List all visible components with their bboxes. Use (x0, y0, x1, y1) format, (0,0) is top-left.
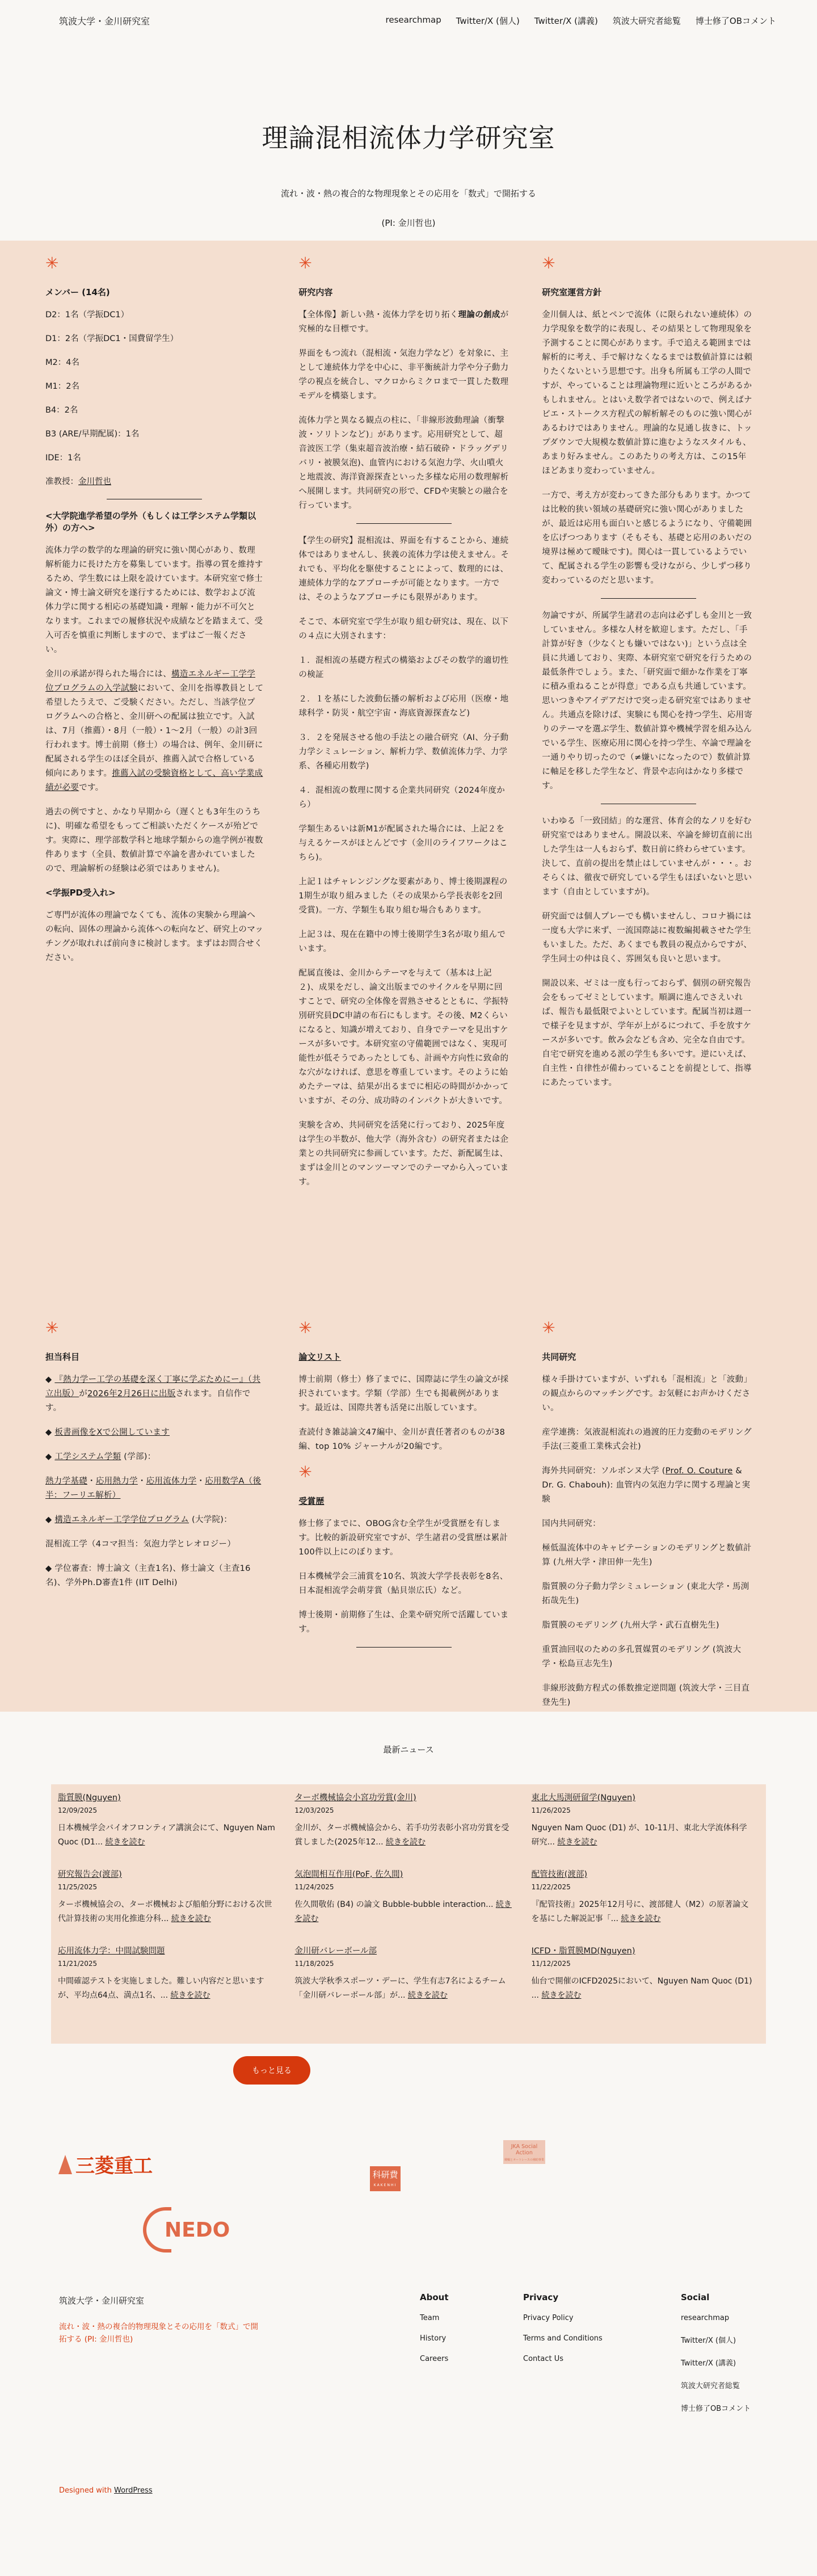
applicants-title: <大学院進学希望の学外（もしくは工学システム学類以外）の方へ> (45, 511, 256, 533)
footer-privacy-column (523, 2292, 603, 2375)
read-more-link[interactable]: 続きを読む (386, 1838, 426, 1847)
news-excerpt (532, 1821, 753, 1850)
asterisk-icon: ✳ (45, 1318, 59, 1337)
members-title: メンバー (14名) (45, 287, 110, 297)
collab-overseas (542, 1464, 755, 1507)
research-paragraph: 流体力学と異なる観点の柱に、「非線形波動理論（衝撃波・ソリトンなど)」があります。応用研究として、超音波医工学（集束超音波治療・結石破砕・ドラッグデリバリ・被膜気泡)、血管内における気泡力学、火山噴火と地震波、海洋資源探査といった多様な応用の数理解析へ展開します。共同研究の形で、CFDや実験との融合を行っています。 (298, 416, 509, 510)
professor-link[interactable]: 金川哲也 (78, 477, 111, 486)
awards-title-link[interactable]: 受賞歴 (298, 1496, 325, 1506)
research-overview (298, 308, 509, 337)
diamond-bullet-icon: ◆ (45, 1375, 52, 1384)
text: です。 (79, 783, 104, 792)
collab-domestic-item: 脂質膜のモデリング (九州大学・武石直樹先生) (542, 1621, 719, 1630)
text: Nguyen Nam Quoc (D1) が、10-11月、東北大学流体科学研究... (531, 1823, 747, 1847)
text: 日本機械学会バイオフロンティア講演会にて、Nguyen Nam Quoc (D1... (58, 1823, 275, 1847)
degree-review: ◆ 学位審査：博士論文（主査1名)、修士論文（主査16名)、学外Ph.D審査1件 (IIT Delhi) (45, 1564, 251, 1587)
book-announcement (45, 1373, 263, 1415)
more-news-button[interactable]: もっと見る (233, 2056, 310, 2085)
research-paragraph: 配属直後は、金川からテーマを与えて（基本は上記２)、成果をだし、論文出版までのサイクルを早期に回すことで、研究の全体像を習熟させるとともに、学振特別研究員DC申請の布石にもします。その後、M2くらいになると、知識が増えており、自身でテーマを見出すケースが多いです。本研究室の守備範囲ではなく、実現可能性が低そうであったとしても、計画や方向性に致命的な穴がなければ、意思を尊重しています。そのように始めたテーマは、結果が出るまでに相応の時間がかかっていますが、その分、成功時のインパクトが大きいです。 (298, 969, 509, 1106)
footer-tagline: 流れ・波・熱の複合的物理現象とその応用を「数式」で開拓する (PI: 金川哲也) (59, 2322, 258, 2344)
news-title-link[interactable]: ICFD・脂質膜MD(Nguyen) (531, 1947, 635, 1956)
news-item (58, 1791, 285, 1856)
footer-link-careers[interactable]: Careers (420, 2355, 449, 2363)
news-date: 11/22/2025 (531, 1883, 571, 1891)
couture-link[interactable]: Prof. O. Couture (665, 1466, 733, 1476)
text: 金川の承諾が得られた場合には、 (45, 670, 171, 679)
course-link[interactable]: 応用熱力学 (95, 1477, 138, 1486)
papers-awards-column (290, 1317, 526, 1720)
text: 【全体像】新しい熱・流体力学を切り拓く (298, 310, 458, 320)
courses-title: 担当科目 (45, 1352, 80, 1362)
news-excerpt (294, 1898, 516, 1926)
x-board-images (45, 1426, 263, 1440)
collab-domestic-label: 国内共同研究： (542, 1519, 601, 1528)
awards-paragraph: 日本機械学会三浦賞を10名、筑波大学学長表彰を8名、日本混相流学会萌芽賞（鮎貝崇広氏）など。 (298, 1572, 508, 1595)
research-paragraph: 実験を含め、共同研究を活発に行っており、2025年度は学生の半数が、他大学（海外含む）の研究者または企業との共同研究に参画しています。ただ、新配属生は、まずは金川とのマンツーマンでのテーマから入っています。 (298, 1121, 509, 1187)
page-title: 理論混相流体力学研究室 (262, 123, 555, 153)
news-item (532, 1791, 759, 1856)
divider (356, 523, 452, 524)
footer-about-column (420, 2292, 449, 2375)
research-item: １．混相流の基礎方程式の構築およびその数学的適切性の検証 (298, 656, 509, 679)
policy-column (536, 252, 772, 1200)
collab-domestic-item: 重質油回収のための多孔質媒質のモデリング (筑波大学・松島亘志先生) (542, 1645, 742, 1669)
awards-paragraph: 博士後期・前期修了生は、企業や研究所で活躍しています。 (298, 1611, 509, 1634)
diamond-bullet-icon: ◆ (45, 1452, 52, 1461)
applicants-paragraph-2 (45, 667, 263, 795)
jka-sub-text: 競輪とオートレースの補助事業 (504, 2158, 544, 2162)
footer-link-terms[interactable]: Terms and Conditions (523, 2334, 603, 2343)
research-paragraph: 上記３は、現在在籍中の博士後期学生3名が取り組んでいます。 (298, 930, 506, 953)
collab-domestic-item: 非線形波動方程式の係数推定逆問題 (筑波大学・三目直登先生) (542, 1684, 750, 1707)
research-paragraph: 学類生あるいは新M1が配属された場合には、上記２を与えるケースがほとんどです（金川のライフワークはこちら)。 (298, 825, 508, 862)
news-date: 12/09/2025 (58, 1806, 98, 1814)
text: が (79, 1389, 88, 1398)
news-item (58, 1868, 285, 1933)
research-item: ３．２を発展させる他の手法との融合研究（AI、分子動力学シミュレーション、解析力学、数値流体力学、力学系、各種応用数学) (298, 733, 509, 771)
asterisk-icon: ✳ (298, 1463, 312, 1481)
collab-intro: 様々手掛けていますが、いずれも「混相流」と「波動」の観点からのマッチングです。お気軽にお声かけください。 (542, 1375, 752, 1413)
footer-link-ob-comments[interactable]: 博士修了OBコメント (681, 2405, 751, 2413)
news-title-link[interactable]: 研究報告会(渡部) (58, 1870, 122, 1879)
policy-paragraph: 開設以来、ゼミは一度も行っておらず、個別の研究報告会をもってゼミとしています。順調に進んでさえいれば、報告も最低限でよいとしています。配属当初は週一で様子を見ますが、学年が上がるにつれて、手を放すケースが多いです。飲み会なども含め、完全な自由です。自宅で研究を進める派の学生も多いです。逆にいえば、自主性・自律性が備わっていることを前提として、指導にあたっています。 (542, 979, 752, 1087)
nav-researchmap[interactable]: researchmap (385, 14, 441, 25)
news-heading: 最新ニュース (383, 1745, 434, 1755)
footer-credit (59, 2486, 153, 2495)
footer-privacy-heading: Privacy (523, 2292, 559, 2302)
nav-ob-comments[interactable]: 博士修了OBコメント (695, 15, 776, 26)
news-title-link[interactable]: ターボ機械協会小宮功労賞(金川) (294, 1793, 416, 1802)
footer-link-researcher-db[interactable]: 筑波大研究者総覧 (681, 2382, 740, 2390)
diamond-bullet-icon: ◆ (45, 1428, 52, 1437)
text: が究極的な目標です。 (298, 310, 509, 334)
kakenhi-logo[interactable] (370, 2166, 401, 2191)
undergrad-program-link[interactable]: 工学システム学類 (54, 1452, 121, 1461)
text: 『配管技術』2025年12月号に、渡部健人（M2）の原著論文を基にした解説記事「... (531, 1900, 749, 1923)
news-excerpt (532, 1898, 753, 1926)
collab-domestic-item: 極低温流体中のキャビテーションのモデリングと数値計算 (九州大学・津田伸一先生) (542, 1544, 752, 1567)
news-excerpt (58, 1821, 280, 1850)
x-board-link[interactable]: 板書画像をXで公開しています (54, 1428, 170, 1437)
text: 佐久間敬佑 (B4) の論文 Bubble-bubble interaction... (294, 1900, 496, 1909)
news-date: 12/03/2025 (294, 1806, 334, 1814)
nav-twitter-lecture[interactable]: Twitter/X (講義) (534, 15, 598, 26)
jka-main-text: JKA Social Action (511, 2144, 538, 2156)
footer-social-column (681, 2292, 751, 2425)
research-paragraph: 【学生の研究】混相流は、界面を有することから、連続体ではありませんし、狭義の流体力学は使えません。それでも、平均化を駆使することによって、数理的には、連続体力学的なアプローチが可能となります。一方では、そのようなアプローチにも限界があります。 (298, 536, 509, 602)
research-item: ４．混相流の数理に関する企業共同研究（2024年度から） (298, 786, 506, 809)
research-paragraph: 界面をもつ流れ（混相流・気泡力学など）を対象に、主として連続体力学を中心に、非平衡統計力学や分子動力学の視点を統合し、マクロからミクロまで一貫した数理モデルを構築します。 (298, 349, 509, 401)
site-title-link[interactable]: 筑波大学・金川研究室 (59, 15, 150, 27)
book-link[interactable]: 『熱力学ー工学の基礎を深く丁寧に学ぶためにー』（共立出版） (45, 1375, 261, 1398)
policy-paragraph: いわゆる「一致団結」的な運営、体育会的なノリを好む研究室ではありません。開設以来、卒論を締切直前に出した学生は一人もおらず、数日前に終わらせています。決して、直前の提出を禁止はしていませんが・・・。おそらくは、徹夜で研究している学生もほぼいないと思います（自由としていますが)。 (542, 817, 753, 897)
read-more-link[interactable]: 続きを読む (621, 1914, 661, 1923)
undergrad-courses: 熱力学基礎・応用熱力学・応用流体力学・応用数学A（後半：フーリエ解析） (45, 1477, 262, 1500)
nav-twitter-personal[interactable]: Twitter/X (個人) (456, 15, 520, 26)
divider (601, 598, 696, 599)
papers-paragraph: 博士前期（修士）修了までに、国際誌に学生の論文が採択されています。学類（学部）生でも掲載例があります。最近は、国際共著も活発に出版しています。 (298, 1375, 509, 1413)
member-line: D2：1名（学振DC1） (45, 310, 129, 320)
news-excerpt (532, 1974, 753, 2003)
papers-title-link[interactable]: 論文リスト (298, 1352, 342, 1362)
grad-program-link[interactable]: 構造エネルギー工学学位プログラム (54, 1515, 189, 1524)
applicants-paragraph-1: 流体力学の数学的な理論的研究に強い関心があり、数理解析能力に長けた方を募集しています。指導の質を維持するため、学生数には上限を設けています。本研究室で修士論文・博士論文研究を遂行するためには、数学および流体力学に関する相応の基礎知識・理解・能力が不可欠となります。これまでの履修状況や成績などを踏まえて、受入可否を慎重に判断しますので、まずはご一報ください。 (45, 546, 263, 654)
read-more-link[interactable]: 続きを読む (557, 1838, 597, 1847)
nedo-logo-text: NEDO (165, 2218, 230, 2242)
applicants-paragraph-3: 過去の例ですと、かなり早期から（遅くとも3年生のうちに)、明確な希望をもってご相談いただくケースが殆どです。実際に、理学部数学科と地球学類からの進学例が複数件あります（全員、数値計算で卒論を書かれていましたので、理論解析の経験は必須ではありません)。 (45, 808, 263, 873)
professor-label: 准教授： (45, 477, 78, 486)
text: (大学院)： (189, 1515, 233, 1524)
degree-program-exam-link[interactable]: 構造エネルギー工学学位プログラムの入学試験 (45, 670, 255, 693)
book-date-link[interactable]: 2026年2月26日に出版 (87, 1389, 176, 1398)
news-date: 11/21/2025 (58, 1960, 98, 1968)
news-item (58, 1944, 285, 2010)
news-title-link[interactable]: 気泡間相互作用(PoF, 佐久間) (294, 1870, 403, 1879)
details-section (0, 1308, 817, 1712)
grad-line (45, 1513, 263, 1527)
awards-paragraph: 修士修了までに、OBOG含む全学生が受賞歴を有します。比較的新設研究室ですが、学生諸君の受賞歴は累計100件以上にのぼります。 (298, 1519, 508, 1557)
footer-link-privacy-policy[interactable]: Privacy Policy (523, 2314, 574, 2322)
footer-social-heading: Social (681, 2292, 710, 2302)
pd-title: <学振PD受入れ> (45, 888, 116, 898)
news-date: 11/12/2025 (531, 1960, 571, 1968)
hero-tagline: 流れ・波・熱の複合的な物理現象とその応用を「数式」で開拓する (280, 188, 536, 199)
text: ターボ機械協会の、ターボ機械および船舶分野における次世代計算技術の実用化推進分科... (58, 1900, 272, 1923)
news-date: 11/26/2025 (531, 1806, 571, 1814)
asterisk-icon: ✳ (45, 254, 59, 272)
footer-about-heading: About (420, 2292, 449, 2302)
hero-pi: (PI: 金川哲也) (381, 218, 436, 228)
footer-brand-link[interactable]: 筑波大学・金川研究室 (59, 2296, 145, 2306)
news-grid (51, 1784, 766, 2044)
read-more-link[interactable]: 続きを読む (294, 1900, 512, 1923)
footer-link-history[interactable]: History (420, 2334, 447, 2343)
member-line: B3 (ARE/早期配属)：1名 (45, 430, 140, 439)
collab-industry: 産学連携：気液混相流れの過渡的圧力変動のモデリング手法(三菱重工業株式会社) (542, 1428, 752, 1451)
news-item (532, 1944, 759, 2010)
footer-link-researchmap[interactable]: researchmap (681, 2314, 730, 2322)
courses-column (45, 1317, 280, 1720)
mhi-logo-text: 三菱重工 (75, 2155, 153, 2178)
course-link[interactable]: 応用流体力学 (146, 1477, 197, 1486)
asterisk-icon: ✳ (298, 254, 312, 272)
wordpress-link[interactable]: WordPress (113, 2486, 153, 2495)
text: 金川が、ターボ機械協会から、若手功労表彰小宮功労賞を受賞しました(2025年12... (294, 1823, 509, 1847)
policy-paragraph: 一方で、考え方が変わってきた部分もあります。かつては比較的狭い領域の基礎研究に強い関心がありましたが、最近は応用も面白いと感じるようになり、守備範囲を広げつつあります（そもそも、基礎と応用のあいだの境界は極めて曖昧です)。関心は一貫しているようでいて、配属される学生の影響も受けながら、少しずつ移り変わっているのだと思います。 (542, 491, 752, 585)
research-paragraph: 上記１はチャレンジングな要素があり、博士後期課程の1期生が取り組みました（その成果から学長表彰を2回受賞)。一方、学類生も取り組む場合もあります。 (298, 877, 508, 915)
text: 海外共同研究：ソルボンヌ大学 ( (542, 1466, 666, 1476)
mhi-logo[interactable] (58, 2150, 153, 2178)
policy-paragraph: 勿論ですが、所属学生諸君の志向は必ずしも金川と一致していません。多様な人材を歓迎します。ただし、「手計算が好き（少なくとも嫌いではない)」という点は全員に共通しており、実際、本研究室で研究を行うための最低条件でしょう。また、「研究面で細かな作業を丁寧に積み重ねることが得意」である点も共通しています。思いつきやアイデアだけで突っ走る研究室ではありません。共通点を除けば、実験にも関心を持つ学生、応用寄りのテーマを選ぶ学生、数値計算や機械学習を組み込んでいる学生、医療応用に関心を持つ学生、卒論で理論を一通りやり切ったので（≠嫌いになったので）数値計算に軸足を移した学生など、背景や志向はかなり多様です。 (542, 611, 753, 791)
research-title: 研究内容 (298, 287, 333, 297)
member-line: B4：2名 (45, 406, 78, 415)
news-item (532, 1868, 759, 1933)
nav-researcher-db[interactable]: 筑波大研究者総覧 (612, 15, 681, 26)
collab-title: 共同研究 (542, 1352, 576, 1362)
news-title-link[interactable]: 脂質膜(Nguyen) (58, 1793, 121, 1802)
grad-course: 混相流工学（4コマ担当：気泡力学とレオロジー） (45, 1540, 236, 1549)
news-item (294, 1791, 522, 1856)
main-nav (386, 15, 777, 27)
news-date: 11/24/2025 (294, 1883, 334, 1891)
news-title-link[interactable]: 配管技術(渡部) (531, 1870, 587, 1879)
text: において、金川を指導教員として希望したうえで、ご受験ください。ただし、当該学位プログラムへの合格と、金川研への配属は独立です。入試は、7月（推薦）・8月（一般）・1〜2月（一般）の計3回行われます。博士前期（修士）の場合は、例年、金川研に配属される学生のほぼ全員が、推薦入試で合格している傾向にあります。 (45, 684, 264, 778)
read-more-link[interactable]: 続きを読む (171, 1914, 211, 1923)
read-more-link[interactable]: 続きを読む (407, 1991, 448, 2000)
recommendation-requirement-link[interactable]: 推薦入試の受験資格として、高い学業成績が必要 (45, 769, 263, 792)
kakenhi-sub-text: KAKENHI (373, 2183, 397, 2187)
professor-line (45, 475, 263, 489)
site-footer (0, 2275, 817, 2576)
collab-column (536, 1317, 772, 1720)
members-column (45, 252, 280, 1200)
sponsor-logos (0, 2105, 817, 2275)
policy-paragraph: 金川個人は、紙とペンで流体（に限られない連続体）の力学現象を数学的に表現し、その結果として物理現象を予測することに関心があります。手で追える範囲までは解析的に考え、手で解けなくなるまでは数値計算には頼りたくないという思想です。出身も所属も工学の人間ですが、やっていることは理論物理に近いところがあるかもしれません。とはいえ数学者ではないので、例えばナビエ・ストークス方程式の解析解そのものに強い関心があるわけではありません。理論的な見通し抜きに、トップダウンで大規模な数値計算に進むようなスタイルも、あまり好みません。このあたりの考え方は、この15年ほどあまり変わっていません。 (542, 310, 753, 476)
course-link[interactable]: 熱力学基礎 (45, 1477, 87, 1486)
hero (0, 41, 817, 241)
research-paragraph: そこで、本研究室で学生が取り組む研究は、現在、以下の４点に大別されます： (298, 617, 509, 641)
news-excerpt (58, 1974, 280, 2003)
more-wrap (0, 2044, 817, 2105)
text: されます。自信作です。 (45, 1389, 251, 1413)
footer-link-contact[interactable]: Contact Us (523, 2355, 563, 2363)
credit-prefix: Designed with (59, 2486, 114, 2495)
footer-link-team[interactable]: Team (420, 2314, 440, 2322)
undergrad-line (45, 1450, 263, 1464)
policy-title: 研究室運営方針 (542, 287, 602, 297)
diamond-bullet-icon: ◆ (45, 1515, 52, 1524)
text: & Dr. G. Chabouh): 血管内の気泡力学に関する理論と実験 (542, 1466, 751, 1504)
nedo-logo[interactable] (143, 2207, 230, 2253)
pd-paragraph: ご専門が流体の理論でなくても、流体の実験から理論への転向、固体の理論から流体への転向など、研究上のマッチングが取れれば前向きに検討します。まずはお問合せください。 (45, 911, 264, 963)
news-date: 11/25/2025 (58, 1883, 98, 1891)
read-more-link[interactable]: 続きを読む (541, 1991, 582, 2000)
asterisk-icon: ✳ (298, 1318, 312, 1337)
news-title-link[interactable]: 応用流体力学：中間試験問題 (58, 1947, 165, 1956)
research-column (290, 252, 526, 1200)
policy-paragraph: 研究面では個人プレーでも構いませんし、コロナ禍には一度も大学に来ず、一流国際誌に複数編掲載させた学生もいました。ただ、あくまでも教員の視点からですが、学生同士の仲は良く、雰囲気も良いと思います。 (542, 912, 752, 964)
news-excerpt (58, 1898, 280, 1926)
divider (356, 1647, 452, 1648)
news-item (294, 1868, 522, 1933)
footer-link-twitter-lecture[interactable]: Twitter/X (講義) (681, 2359, 736, 2368)
text: (学部)： (121, 1452, 156, 1461)
news-title-link[interactable]: 東北大馬渕研留学(Nguyen) (531, 1793, 635, 1802)
news-excerpt (294, 1974, 516, 2003)
member-line: M2：4名 (45, 358, 79, 367)
asterisk-icon: ✳ (542, 254, 555, 272)
text: 仙台で開催のICFD2025において、Nguyen Nam Quoc (D1) ... (531, 1977, 752, 2000)
news-title-link[interactable]: 金川研バレーボール部 (294, 1947, 377, 1956)
read-more-link[interactable]: 続きを読む (170, 1991, 210, 2000)
bold-text: 理論の創成 (458, 310, 500, 320)
news-date: 11/18/2025 (294, 1960, 334, 1968)
text: 筑波大学秋季スポーツ・デーに、学生有志7名によるチーム「金川研バレーボール部」が... (294, 1977, 506, 2000)
news-section (0, 1712, 817, 2105)
research-item: ２．１を基にした波動伝播の解析および応用（医療・地球科学・防災・航空宇宙・海底資源探査など) (298, 695, 509, 718)
member-line: IDE：1名 (45, 453, 81, 463)
papers-paragraph: 査読付き雑誌論文47編中、金川が責任著者のものが38編、top 10% ジャーナルが20編です。 (298, 1428, 506, 1451)
intro-section (0, 241, 817, 1308)
asterisk-icon: ✳ (542, 1318, 555, 1337)
member-line: M1：2名 (45, 382, 79, 391)
news-item (294, 1944, 522, 2010)
collab-domestic-item: 脂質膜の分子動力学シミュレーション (東北大学・馬渕拓哉先生) (542, 1582, 749, 1606)
news-excerpt (294, 1821, 516, 1850)
jka-logo[interactable] (503, 2140, 545, 2164)
mitsubishi-diamonds-icon (58, 2155, 72, 2174)
footer-link-twitter-personal[interactable]: Twitter/X (個人) (681, 2337, 736, 2345)
course-link[interactable]: 応用数学A（後半：フーリエ解析） (45, 1477, 262, 1500)
text: 中間確認テストを実施しました。難しい内容だと思いますが、平均点64点、満点1名、... (58, 1977, 264, 2000)
site-header (0, 0, 817, 41)
kakenhi-main-text: 科研費 (372, 2170, 398, 2180)
read-more-link[interactable]: 続きを読む (105, 1838, 145, 1847)
member-line: D1：2名（学振DC1・国費留学生） (45, 334, 179, 343)
